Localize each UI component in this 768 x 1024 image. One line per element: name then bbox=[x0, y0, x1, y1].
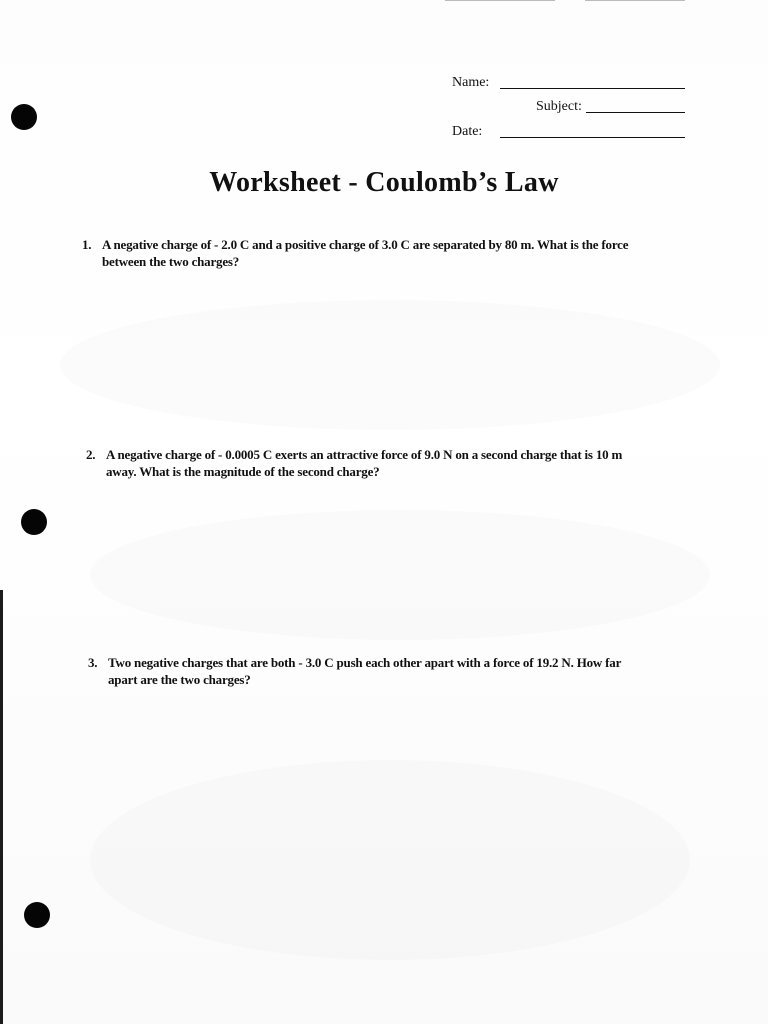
question-number: 2. bbox=[86, 447, 96, 462]
top-edge-mark bbox=[585, 0, 685, 1]
eraser-smudge bbox=[60, 300, 720, 430]
page-title: Worksheet - Coulomb’s Law bbox=[209, 167, 559, 198]
question-text: A negative charge of - 0.0005 C exerts an attractive force of 9.0 N on a second charge that is 10 m away. What is the magnitude of the second charge? bbox=[106, 447, 623, 479]
top-edge-mark bbox=[445, 0, 555, 1]
punch-hole bbox=[21, 509, 47, 535]
date-line[interactable] bbox=[500, 137, 685, 138]
eraser-smudge bbox=[90, 510, 710, 640]
question-text: Two negative charges that are both - 3.0 C push each other apart with a force of 19.2 N. How far apart are the two charges? bbox=[108, 655, 622, 687]
eraser-smudge bbox=[90, 760, 690, 960]
question-2 bbox=[86, 446, 706, 480]
question-1 bbox=[82, 236, 702, 270]
punch-hole bbox=[24, 902, 50, 928]
question-text: A negative charge of - 2.0 C and a positive charge of 3.0 C are separated by 80 m. What is the force between the two charges? bbox=[102, 237, 629, 269]
subject-line[interactable] bbox=[586, 112, 685, 113]
name-line[interactable] bbox=[500, 88, 685, 89]
question-number: 3. bbox=[88, 655, 98, 670]
question-number: 1. bbox=[82, 237, 92, 252]
date-label: Date: bbox=[452, 124, 483, 139]
question-3 bbox=[88, 654, 708, 688]
subject-label: Subject: bbox=[536, 99, 582, 114]
punch-hole bbox=[11, 104, 37, 130]
name-label: Name: bbox=[452, 75, 490, 90]
page-left-edge bbox=[0, 590, 3, 1024]
